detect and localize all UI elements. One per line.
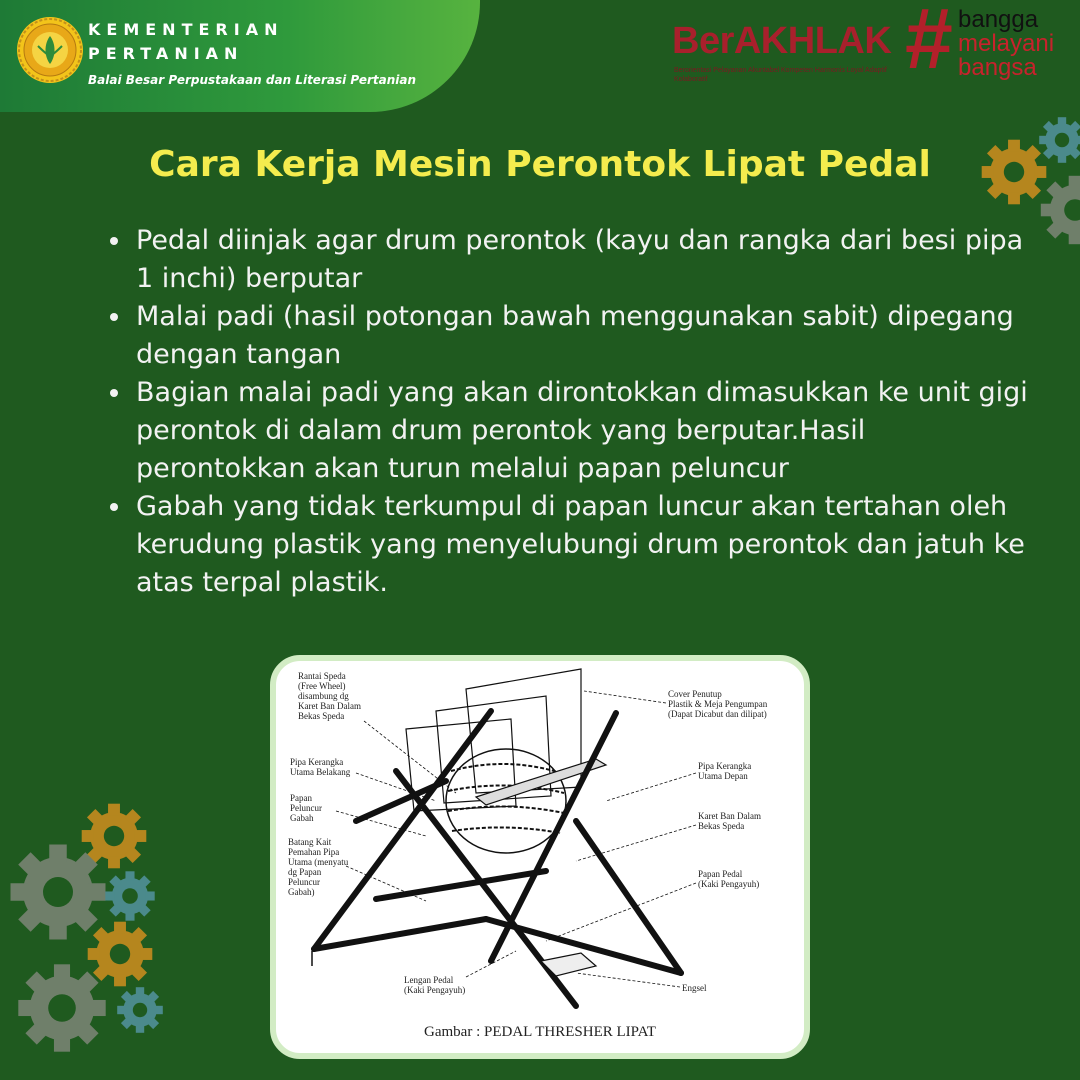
diagram-label: Utama Belakang — [290, 767, 351, 777]
list-item — [104, 374, 1034, 488]
list-item — [104, 488, 1034, 602]
berakhlak-logo — [672, 14, 902, 84]
bullet-icon — [110, 313, 118, 321]
bullet-icon — [110, 237, 118, 245]
thresher-drawing — [276, 661, 804, 1053]
diagram-label: Papan Pedal — [698, 869, 743, 879]
diagram-label: Karet Ban Dalam — [298, 701, 361, 711]
diagram-label: Bekas Speda — [698, 821, 745, 831]
diagram-label: Pipa Kerangka — [290, 757, 344, 767]
diagram-label: Bekas Speda — [298, 711, 345, 721]
diagram-label: Gabah — [290, 813, 314, 823]
diagram-label: Engsel — [682, 983, 707, 993]
berakhlak-word: BerAKHLAK — [672, 20, 892, 62]
gear-icon — [88, 922, 153, 987]
bullet-icon — [110, 389, 118, 397]
berakhlak-tagline: Berorientasi Pelayanan Akuntabel Kompeten Harmonis Loyal Adaptif Kolaboratif — [674, 67, 887, 83]
thresher-diagram — [270, 655, 810, 1059]
bullet-text: Bagian malai padi yang akan dirontokkan dimasukkan ke unit gigi perontok di dalam drum perontok yang berputar.Hasil perontokkan akan turun melalui papan peluncur — [136, 377, 1028, 484]
bangga-melayani-logo — [905, 0, 1075, 88]
gear-icon — [18, 964, 105, 1051]
gear-icon — [105, 871, 154, 920]
diagram-label: (Dapat Dicabut dan dilipat) — [668, 709, 767, 719]
bullet-list — [104, 222, 1034, 602]
diagram-label: Peluncur — [288, 877, 320, 887]
diagram-label: Gabah) — [288, 887, 315, 897]
list-item — [104, 222, 1034, 298]
hash-icon: # — [905, 0, 953, 87]
diagram-label: Pemahan Pipa — [288, 847, 340, 857]
diagram-label: Batang Kait — [288, 837, 332, 847]
bangga-text-2: melayani — [958, 30, 1055, 57]
bangga-text-1: bangga — [958, 6, 1039, 33]
diagram-label: dg Papan — [288, 867, 322, 877]
diagram-label: (Free Wheel) — [298, 681, 346, 691]
gear-icon — [11, 845, 106, 940]
diagram-label: Papan — [290, 793, 312, 803]
diagram-caption: Gambar : PEDAL THRESHER LIPAT — [424, 1024, 656, 1040]
diagram-label: disambung dg — [298, 691, 349, 701]
list-item — [104, 298, 1034, 374]
org-subtitle: Balai Besar Perpustakaan dan Literasi Pertanian — [88, 73, 417, 87]
diagram-label: Lengan Pedal — [404, 975, 454, 985]
gear-icon — [82, 804, 147, 869]
gear-icon — [1041, 176, 1080, 244]
org-name: KEMENTERIAN PERTANIAN — [88, 20, 284, 63]
gear-icon — [117, 987, 163, 1033]
diagram-label: Rantai Speda — [298, 671, 346, 681]
kementan-logo-icon — [16, 16, 84, 84]
label-group-right — [668, 689, 768, 993]
diagram-label: (Kaki Pengayuh) — [698, 879, 760, 889]
bullet-text: Gabah yang tidak terkumpul di papan luncur akan tertahan oleh kerudung plastik yang menyelubungi drum perontok dan jatuh ke atas terpal plastik. — [136, 491, 1025, 598]
diagram-label: Peluncur — [290, 803, 322, 813]
diagram-label: Cover Penutup — [668, 689, 722, 699]
bullet-text: Malai padi (hasil potongan bawah menggunakan sabit) dipegang dengan tangan — [136, 301, 1014, 370]
bullet-text: Pedal diinjak agar drum perontok (kayu dan rangka dari besi pipa 1 inchi) berputar — [136, 225, 1024, 294]
diagram-label: Utama Depan — [698, 771, 748, 781]
diagram-label: Karet Ban Dalam — [698, 811, 761, 821]
diagram-label: Plastik & Meja Pengumpan — [668, 699, 768, 709]
diagram-label: Utama (menyatu — [288, 857, 349, 867]
diagram-label: (Kaki Pengayuh) — [404, 985, 466, 995]
bangga-text-3: bangsa — [958, 54, 1037, 81]
bullet-icon — [110, 503, 118, 511]
diagram-label: Pipa Kerangka — [698, 761, 752, 771]
page-title: Cara Kerja Mesin Perontok Lipat Pedal — [149, 144, 931, 185]
